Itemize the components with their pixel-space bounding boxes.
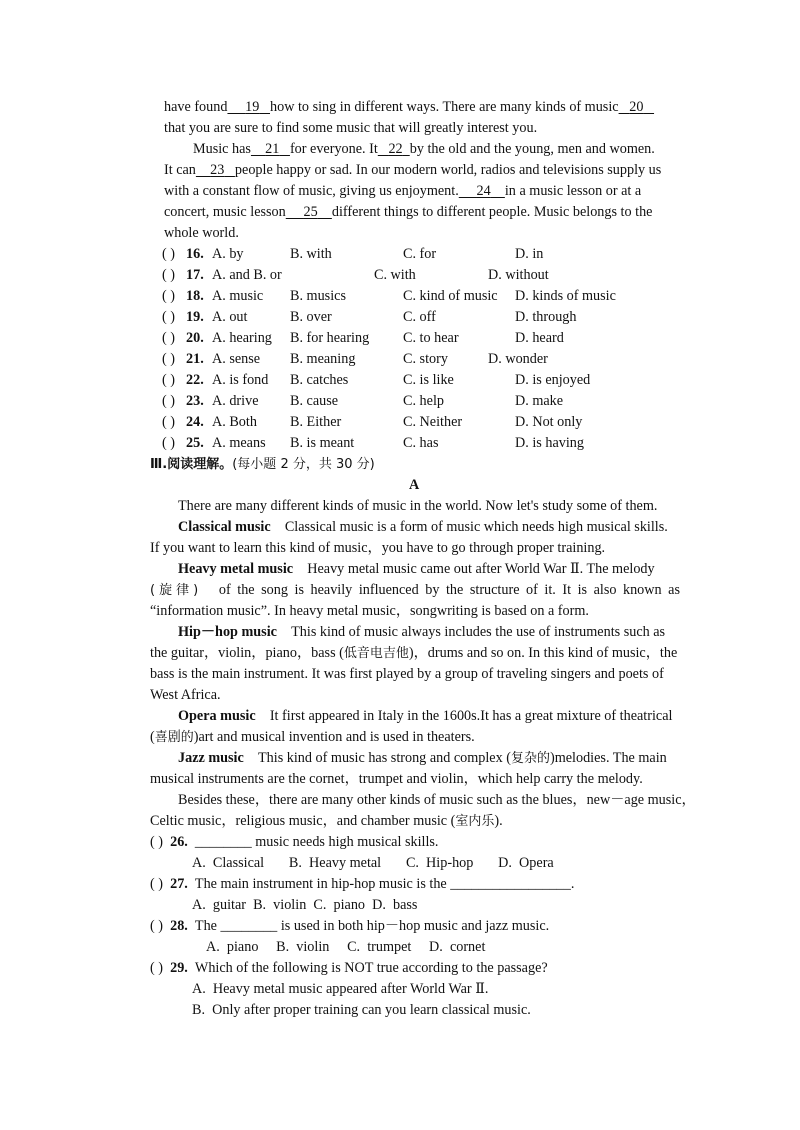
question-options: A. piano B. violin C. trumpet D. cornet (206, 939, 486, 955)
question-row-22 (162, 370, 682, 391)
question-stem: The main instrument in hip-hop music is the _________________. (194, 876, 575, 892)
option-b: B. catches (290, 372, 349, 388)
gloss-theatrical: 喜剧的 (154, 730, 194, 745)
paragraph-text: Classical music is a form of music which needs high musical skills. (284, 519, 668, 535)
paragraph-text: Heavy metal music came out after World War Ⅱ. The melody (307, 561, 655, 577)
question-row-25 (162, 433, 682, 454)
paragraph-text: ( (150, 729, 155, 745)
option-d: D. kinds of music (515, 288, 616, 304)
answer-paren[interactable]: ( ) (162, 414, 175, 430)
reading-question-27 (150, 874, 574, 895)
question-number: 27. (170, 876, 188, 892)
question-row-21 (162, 349, 682, 370)
option-a: A. is fond (212, 372, 269, 388)
paragraph-text: This kind of music has strong and complex ( (258, 750, 511, 766)
gloss-complex: 复杂的 (510, 751, 550, 766)
question-number: 29. (170, 960, 188, 976)
option-a: A. by (212, 246, 244, 262)
paragraph-text: )melodies. The main (550, 750, 667, 766)
option-c: C. off (403, 309, 436, 325)
cloze-line (164, 202, 652, 223)
question-number: 21. (186, 351, 204, 367)
option-a: A. sense (212, 351, 261, 367)
question-option-b: B. Only after proper training can you learn classical music. (192, 1002, 531, 1018)
paragraph-line: If you want to learn this kind of music，you have to go through proper training. (150, 540, 606, 556)
paragraph-text: of the song is heavily influenced by the structure of it. It is also known as (218, 582, 680, 598)
answer-paren[interactable]: ( ) (150, 960, 163, 976)
answer-paren[interactable]: ( ) (162, 309, 175, 325)
paragraph-line (150, 643, 677, 664)
hiphop-paragraph (178, 622, 665, 643)
gloss-melody: (旋律) (150, 583, 203, 598)
option-b: B. over (290, 309, 332, 325)
paragraph-heading: Jazz music (178, 750, 244, 766)
cloze-text: by the old and the young, men and women. (409, 141, 655, 157)
blank-25 (286, 204, 332, 220)
question-number: 17. (186, 267, 204, 283)
option-c: C. help (403, 393, 444, 409)
option-c: C. kind of music (403, 288, 498, 304)
question-row-23 (162, 391, 682, 412)
answer-paren[interactable]: ( ) (162, 288, 175, 304)
section-heading (150, 454, 375, 475)
option-c: C. story (403, 351, 448, 367)
option-a: A. means (212, 435, 266, 451)
blank-number: 19 (245, 99, 260, 115)
paragraph-heading: Opera music (178, 708, 256, 724)
option-b: B. cause (290, 393, 339, 409)
blank-23 (196, 162, 235, 178)
cloze-text: It can (164, 162, 196, 178)
option-c: C. has (403, 435, 439, 451)
question-number: 22. (186, 372, 204, 388)
option-d: D. through (515, 309, 577, 325)
question-option-a: A. Heavy metal music appeared after World War Ⅱ. (192, 981, 489, 997)
cloze-text: people happy or sad. In our modern world, radios and televisions supply us (234, 162, 662, 178)
option-c: C. Neither (403, 414, 463, 430)
question-number: 24. (186, 414, 204, 430)
section-note: (每小题 2 分，共 30 分) (232, 457, 375, 472)
question-number: 20. (186, 330, 204, 346)
question-number: 26. (170, 834, 188, 850)
cloze-text: with a constant flow of music, giving us enjoyment. (164, 183, 459, 199)
option-c: C. with (374, 267, 416, 283)
question-row-20 (162, 328, 682, 349)
question-number: 23. (186, 393, 204, 409)
blank-20 (619, 99, 654, 115)
paragraph-text: It first appeared in Italy in the 1600s.It has a great mixture of theatrical (269, 708, 673, 724)
option-d: D. make (515, 393, 564, 409)
opera-paragraph (178, 706, 672, 727)
paragraph-line: musical instruments are the cornet，trumpet and violin，which help carry the melody. (150, 771, 643, 787)
besides-paragraph: Besides these，there are many other kinds of music such as the blues，new－age music， (178, 792, 696, 808)
paragraph-line: West Africa. (150, 687, 221, 703)
blank-number: 25 (303, 204, 318, 220)
option-c: C. to hear (403, 330, 459, 346)
question-number: 28. (170, 918, 188, 934)
reading-question-26 (150, 832, 438, 853)
paragraph-text: )art and musical invention and is used in theaters. (193, 729, 475, 745)
option-d: D. heard (515, 330, 564, 346)
question-row-19 (162, 307, 682, 328)
cloze-text: for everyone. It (289, 141, 378, 157)
classical-paragraph (178, 517, 668, 538)
blank-number: 21 (265, 141, 280, 157)
cloze-text: Music has (193, 141, 251, 157)
blank-number: 22 (388, 141, 403, 157)
reading-question-29 (150, 958, 548, 979)
section-title: Ⅲ.阅读理解。 (150, 457, 233, 472)
question-options: A. guitar B. violin C. piano D. bass (192, 897, 418, 913)
question-number: 25. (186, 435, 204, 451)
cloze-text: how to sing in different ways. There are many kinds of music (270, 99, 619, 115)
option-d: D. is enjoyed (515, 372, 591, 388)
heavy-metal-paragraph (178, 559, 655, 580)
answer-paren[interactable]: ( ) (150, 918, 163, 934)
answer-paren[interactable]: ( ) (162, 351, 175, 367)
paragraph-heading: Hip－hop music (178, 624, 277, 640)
paragraph-line (150, 727, 475, 748)
question-options: A. Classical B. Heavy metal C. Hip-hop D. Opera (192, 855, 554, 871)
option-b: B. for hearing (290, 330, 370, 346)
cloze-line (164, 97, 654, 118)
option-d: D. Not only (515, 414, 583, 430)
option-d: D. in (515, 246, 544, 262)
option-b: B. Either (290, 414, 342, 430)
blank-number: 24 (476, 183, 491, 199)
cloze-text: in a music lesson or at a (504, 183, 642, 199)
cloze-line (164, 181, 641, 202)
question-number: 18. (186, 288, 204, 304)
cloze-text: different things to different people. Music belongs to the (331, 204, 653, 220)
blank-number: 23 (210, 162, 225, 178)
option-a: A. and B. or (212, 267, 282, 283)
paragraph-text: )，drums and so on. In this kind of music，the (408, 645, 678, 661)
option-c: C. for (403, 246, 437, 262)
option-d: D. without (488, 267, 549, 283)
cloze-line (193, 139, 655, 160)
gloss-bass: 低音电吉他 (343, 646, 409, 661)
question-row-17 (162, 265, 682, 286)
cloze-text: have found (164, 99, 228, 115)
answer-paren[interactable]: ( ) (150, 834, 163, 850)
option-d: D. wonder (488, 351, 548, 367)
option-a: A. Both (212, 414, 257, 430)
reading-question-28 (150, 916, 549, 937)
blank-22 (378, 141, 410, 157)
question-stem: Which of the following is NOT true according to the passage? (194, 960, 548, 976)
paragraph-text: the guitar，violin，piano，bass ( (150, 645, 344, 661)
option-d: D. is having (515, 435, 584, 451)
option-b: B. is meant (290, 435, 355, 451)
answer-paren[interactable]: ( ) (162, 393, 175, 409)
answer-paren[interactable]: ( ) (162, 372, 175, 388)
question-row-16 (162, 244, 682, 265)
passage-label: A (409, 477, 420, 493)
blank-19 (227, 99, 270, 115)
blank-number: 20 (629, 99, 644, 115)
paragraph-text: ). (494, 813, 503, 829)
answer-paren[interactable]: ( ) (150, 876, 163, 892)
cloze-line (164, 160, 661, 181)
paragraph-line (150, 811, 503, 832)
option-b: B. meaning (290, 351, 356, 367)
option-a: A. music (212, 288, 264, 304)
paragraph-line: bass is the main instrument. It was first played by a group of traveling singers and poets of (150, 666, 664, 682)
option-b: B. with (290, 246, 332, 262)
answer-paren[interactable]: ( ) (162, 330, 175, 346)
question-stem: ________ music needs high musical skills. (194, 834, 439, 850)
cloze-line: whole world. (164, 225, 239, 241)
option-a: A. drive (212, 393, 259, 409)
paragraph-text: Celtic music，religious music，and chamber music ( (150, 813, 456, 829)
option-c: C. is like (403, 372, 454, 388)
answer-paren[interactable]: ( ) (162, 267, 175, 283)
question-row-18 (162, 286, 682, 307)
answer-paren[interactable]: ( ) (162, 435, 175, 451)
question-number: 19. (186, 309, 204, 325)
option-a: A. hearing (212, 330, 272, 346)
paragraph-text: This kind of music always includes the use of instruments such as (291, 624, 666, 640)
jazz-paragraph (178, 748, 667, 769)
paragraph-line (150, 580, 680, 601)
blank-21 (251, 141, 290, 157)
passage-intro: There are many different kinds of music in the world. Now let's study some of them. (178, 498, 658, 514)
cloze-text: concert, music lesson (164, 204, 286, 220)
question-number: 16. (186, 246, 204, 262)
blank-24 (459, 183, 505, 199)
gloss-chamber: 室内乐 (455, 814, 495, 829)
option-b: B. musics (290, 288, 346, 304)
option-a: A. out (212, 309, 248, 325)
paragraph-heading: Heavy metal music (178, 561, 294, 577)
paragraph-line: “information music”. In heavy metal music，songwriting is based on a form. (150, 603, 589, 619)
paragraph-heading: Classical music (178, 519, 271, 535)
cloze-line: that you are sure to find some music that will greatly interest you. (164, 120, 538, 136)
question-row-24 (162, 412, 682, 433)
answer-paren[interactable]: ( ) (162, 246, 175, 262)
question-stem: The ________ is used in both hip－hop music and jazz music. (194, 918, 550, 934)
